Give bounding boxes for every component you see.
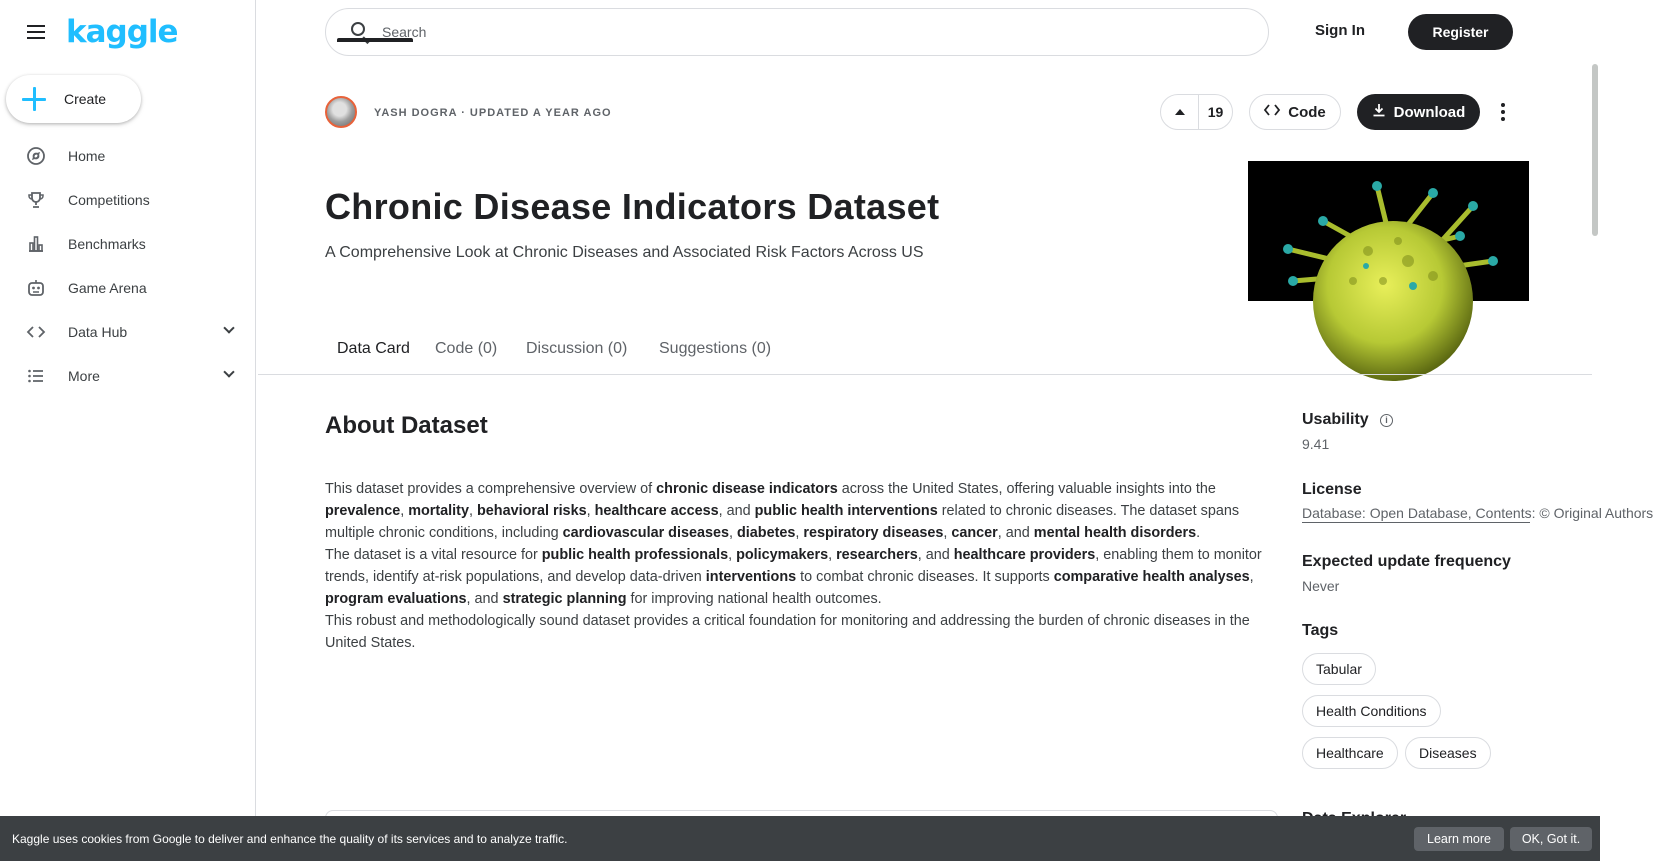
sidebar-item-label: Home (68, 148, 106, 164)
download-button[interactable] (1357, 94, 1480, 130)
emphasis-text: public health professionals (541, 547, 729, 563)
sidebar-item-home[interactable] (0, 134, 255, 178)
code-icon (1264, 103, 1280, 121)
create-label: Create (64, 91, 107, 107)
download-icon (1372, 103, 1386, 121)
accept-cookies-button[interactable]: OK, Got it. (1510, 827, 1592, 851)
emphasis-text: researchers (836, 547, 918, 563)
sidebar-item-benchmarks[interactable] (0, 222, 255, 266)
upvote-button[interactable] (1161, 95, 1199, 129)
code-button-label: Code (1288, 103, 1326, 121)
dataset-cover-image (1248, 161, 1529, 301)
description-paragraph: The dataset is a vital resource for public health professionals, policymakers, researchers, and healthcare providers, enabling them to monitor trends, identify at-risk populations, and develop data-driven interventions to combat chronic diseases. It supports comparative health analyses, program evaluations, and strategic planning for improving national health outcomes. (325, 547, 1262, 607)
page-subtitle: A Comprehensive Look at Chronic Diseases and Associated Risk Factors Across US (325, 244, 924, 261)
sidebar-item-competitions[interactable] (0, 178, 255, 222)
code-icon (26, 322, 46, 342)
emphasis-text: strategic planning (502, 591, 627, 607)
kaggle-logo[interactable]: kaggle (66, 14, 178, 50)
sidebar-item-game-arena[interactable] (0, 266, 255, 310)
description-paragraph: This robust and methodologically sound dataset provides a critical foundation for monitoring and addressing the burden of chronic diseases in the United States. (325, 613, 1250, 651)
dataset-tabs (258, 331, 1592, 375)
dataset-description (325, 478, 1277, 654)
robot-icon (26, 278, 46, 298)
usability-value: 9.41 (1302, 436, 1330, 452)
update-frequency-label: Expected update frequency (1302, 553, 1511, 570)
page-title: Chronic Disease Indicators Dataset (325, 186, 940, 227)
emphasis-text: mental health disorders (1033, 525, 1197, 541)
emphasis-text: cancer (951, 525, 998, 541)
create-button[interactable] (6, 75, 141, 123)
more-options-icon[interactable] (1497, 100, 1509, 124)
cookie-banner (0, 816, 1600, 861)
emphasis-text: cardiovascular diseases (562, 525, 729, 541)
cookie-text: Kaggle uses cookies from Google to deliver and enhance the quality of its services and to analyze traffic. (12, 831, 568, 846)
arrow-up-icon (1175, 109, 1185, 115)
scrollbar[interactable] (1592, 64, 1598, 236)
tab-code[interactable]: Code (0) (435, 340, 498, 357)
tags-label: Tags (1302, 622, 1339, 639)
search-bar[interactable] (325, 8, 1269, 56)
list-icon (26, 366, 46, 386)
tag-chip[interactable]: Health Conditions (1302, 695, 1441, 727)
emphasis-text: behavioral risks (476, 503, 587, 519)
sidebar-item-label: Game Arena (68, 280, 147, 296)
sidebar-item-label: Data Hub (68, 324, 128, 340)
trophy-icon (26, 190, 46, 210)
sign-in-button[interactable]: Sign In (1315, 22, 1365, 39)
emphasis-text: chronic disease indicators (656, 481, 838, 497)
upvote-control (1160, 94, 1233, 130)
bar-chart-icon (26, 234, 46, 254)
chevron-down-icon[interactable] (223, 322, 234, 333)
emphasis-text: diabetes (736, 525, 796, 541)
emphasis-text: interventions (705, 569, 797, 585)
description-paragraph: This dataset provides a comprehensive overview of chronic disease indicators across the United States, offering valuable insights into the prevalence, mortality, behavioral risks, healthcare access, and public health interventions related to chronic diseases. The dataset spans multiple chronic conditions, including cardiovascular diseases, diabetes, respiratory diseases, cancer, and mental health disorders. (325, 481, 1240, 541)
tab-discussion[interactable]: Discussion (0) (526, 340, 628, 357)
sidebar-item-label: Competitions (68, 192, 150, 208)
owner-updated-line: YASH DOGRA · UPDATED A YEAR AGO (374, 107, 612, 119)
download-button-label: Download (1393, 103, 1466, 121)
register-button[interactable]: Register (1408, 14, 1513, 50)
emphasis-text: respiratory diseases (803, 525, 944, 541)
update-frequency-value: Never (1302, 578, 1340, 594)
tag-chip[interactable]: Tabular (1302, 653, 1376, 685)
avatar[interactable] (325, 96, 357, 128)
tag-chip[interactable]: Healthcare (1302, 737, 1398, 769)
sidebar-nav (0, 134, 255, 398)
code-button[interactable] (1249, 94, 1341, 130)
emphasis-text: healthcare access (594, 503, 719, 519)
license-link[interactable]: Database: Open Database, Contents: © Original Authors (1302, 505, 1653, 521)
learn-more-button[interactable]: Learn more (1414, 827, 1504, 851)
emphasis-text: program evaluations (325, 591, 467, 607)
emphasis-text: public health interventions (754, 503, 938, 519)
tag-chip[interactable]: Diseases (1405, 737, 1491, 769)
tab-suggestions[interactable]: Suggestions (0) (659, 340, 772, 357)
sidebar-item-more[interactable] (0, 354, 255, 398)
about-heading: About Dataset (325, 412, 488, 439)
emphasis-text: mortality (408, 503, 469, 519)
info-icon[interactable]: i (1380, 414, 1393, 427)
active-tab-indicator (337, 38, 413, 42)
tab-data-card[interactable]: Data Card (337, 340, 410, 357)
chevron-down-icon[interactable] (223, 366, 234, 377)
sidebar-item-label: Benchmarks (68, 236, 146, 252)
emphasis-text: healthcare providers (953, 547, 1096, 563)
plus-icon (22, 87, 46, 111)
emphasis-text: prevalence (325, 503, 401, 519)
sidebar-item-data-hub[interactable] (0, 310, 255, 354)
emphasis-text: comparative health analyses (1053, 569, 1250, 585)
compass-icon (26, 146, 46, 166)
sidebar-header (0, 0, 255, 64)
license-label: License (1302, 481, 1362, 498)
vote-count: 19 (1207, 104, 1224, 120)
search-input[interactable] (382, 24, 1242, 40)
menu-icon[interactable] (24, 20, 48, 44)
usability-label: Usability (1302, 411, 1369, 428)
sidebar (0, 0, 256, 861)
emphasis-text: policymakers (736, 547, 829, 563)
sidebar-item-label: More (68, 368, 100, 384)
